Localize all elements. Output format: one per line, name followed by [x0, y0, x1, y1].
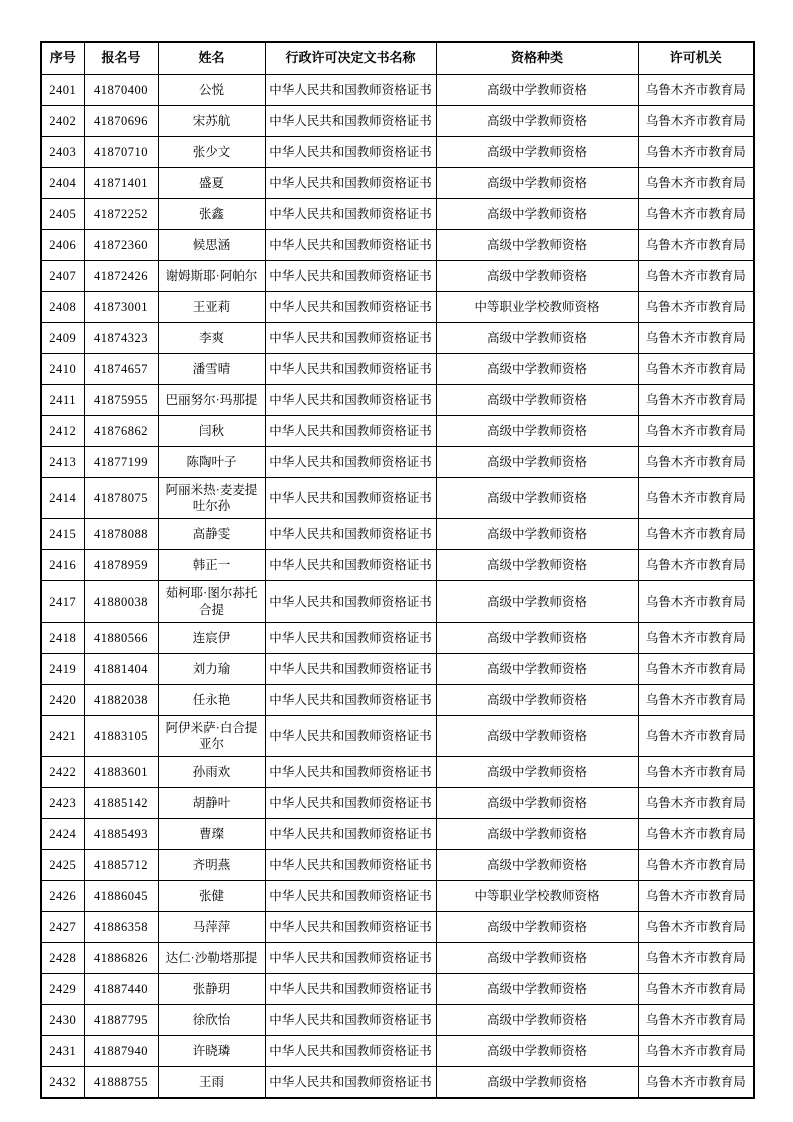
cell-name: 胡静叶 — [158, 788, 265, 819]
cell-serial: 2408 — [41, 291, 84, 322]
cell-doc-name: 中华人民共和国教师资格证书 — [265, 715, 436, 757]
cell-serial: 2403 — [41, 136, 84, 167]
table-row — [41, 715, 754, 757]
cell-name: 阿伊米萨·白合提亚尔 — [158, 715, 265, 757]
cell-authority: 乌鲁木齐市教育局 — [638, 74, 754, 105]
cell-doc-name: 中华人民共和国教师资格证书 — [265, 912, 436, 943]
cell-name: 潘雪晴 — [158, 353, 265, 384]
cell-reg-no: 41872360 — [84, 229, 158, 260]
cell-serial: 2424 — [41, 819, 84, 850]
header-serial: 序号 — [41, 42, 84, 74]
cell-reg-no: 41872426 — [84, 260, 158, 291]
cell-serial: 2426 — [41, 881, 84, 912]
cell-reg-no: 41881404 — [84, 653, 158, 684]
cell-qual-type: 高级中学教师资格 — [436, 74, 638, 105]
cell-serial: 2417 — [41, 581, 84, 623]
cell-reg-no: 41887795 — [84, 1005, 158, 1036]
cell-qual-type: 高级中学教师资格 — [436, 105, 638, 136]
license-table — [40, 41, 755, 1099]
cell-authority: 乌鲁木齐市教育局 — [638, 322, 754, 353]
cell-authority: 乌鲁木齐市教育局 — [638, 819, 754, 850]
table-row — [41, 105, 754, 136]
header-name: 姓名 — [158, 42, 265, 74]
cell-qual-type: 高级中学教师资格 — [436, 519, 638, 550]
cell-serial: 2423 — [41, 788, 84, 819]
cell-name: 孙雨欢 — [158, 757, 265, 788]
table-row — [41, 684, 754, 715]
cell-reg-no: 41883105 — [84, 715, 158, 757]
table-row — [41, 291, 754, 322]
cell-authority: 乌鲁木齐市教育局 — [638, 1067, 754, 1099]
cell-authority: 乌鲁木齐市教育局 — [638, 653, 754, 684]
cell-reg-no: 41872252 — [84, 198, 158, 229]
cell-authority: 乌鲁木齐市教育局 — [638, 519, 754, 550]
cell-doc-name: 中华人民共和国教师资格证书 — [265, 384, 436, 415]
cell-reg-no: 41886826 — [84, 943, 158, 974]
cell-serial: 2420 — [41, 684, 84, 715]
cell-name: 宋苏航 — [158, 105, 265, 136]
cell-authority: 乌鲁木齐市教育局 — [638, 198, 754, 229]
cell-qual-type: 高级中学教师资格 — [436, 446, 638, 477]
table-row — [41, 1067, 754, 1099]
cell-authority: 乌鲁木齐市教育局 — [638, 912, 754, 943]
cell-qual-type: 高级中学教师资格 — [436, 229, 638, 260]
cell-reg-no: 41883601 — [84, 757, 158, 788]
cell-authority: 乌鲁木齐市教育局 — [638, 384, 754, 415]
cell-qual-type: 高级中学教师资格 — [436, 622, 638, 653]
cell-authority: 乌鲁木齐市教育局 — [638, 1036, 754, 1067]
cell-doc-name: 中华人民共和国教师资格证书 — [265, 260, 436, 291]
cell-serial: 2410 — [41, 353, 84, 384]
header-reg-no: 报名号 — [84, 42, 158, 74]
cell-doc-name: 中华人民共和国教师资格证书 — [265, 519, 436, 550]
cell-name: 连宸伊 — [158, 622, 265, 653]
cell-serial: 2406 — [41, 229, 84, 260]
cell-reg-no: 41885493 — [84, 819, 158, 850]
cell-doc-name: 中华人民共和国教师资格证书 — [265, 322, 436, 353]
cell-doc-name: 中华人民共和国教师资格证书 — [265, 167, 436, 198]
cell-qual-type: 高级中学教师资格 — [436, 1036, 638, 1067]
cell-authority: 乌鲁木齐市教育局 — [638, 581, 754, 623]
cell-reg-no: 41882038 — [84, 684, 158, 715]
cell-qual-type: 高级中学教师资格 — [436, 850, 638, 881]
cell-serial: 2425 — [41, 850, 84, 881]
table-row — [41, 850, 754, 881]
table-row — [41, 653, 754, 684]
cell-doc-name: 中华人民共和国教师资格证书 — [265, 1067, 436, 1099]
cell-qual-type: 高级中学教师资格 — [436, 1067, 638, 1099]
cell-doc-name: 中华人民共和国教师资格证书 — [265, 74, 436, 105]
cell-doc-name: 中华人民共和国教师资格证书 — [265, 1036, 436, 1067]
table-row — [41, 446, 754, 477]
cell-reg-no: 41887940 — [84, 1036, 158, 1067]
cell-authority: 乌鲁木齐市教育局 — [638, 1005, 754, 1036]
cell-serial: 2431 — [41, 1036, 84, 1067]
cell-authority: 乌鲁木齐市教育局 — [638, 260, 754, 291]
cell-name: 王雨 — [158, 1067, 265, 1099]
table-row — [41, 943, 754, 974]
cell-authority: 乌鲁木齐市教育局 — [638, 881, 754, 912]
cell-serial: 2421 — [41, 715, 84, 757]
cell-name: 茹柯耶·图尔荪托合提 — [158, 581, 265, 623]
cell-authority: 乌鲁木齐市教育局 — [638, 136, 754, 167]
cell-reg-no: 41873001 — [84, 291, 158, 322]
cell-serial: 2428 — [41, 943, 84, 974]
cell-name: 张静玥 — [158, 974, 265, 1005]
cell-name: 巴丽努尔·玛那提 — [158, 384, 265, 415]
cell-qual-type: 高级中学教师资格 — [436, 581, 638, 623]
cell-doc-name: 中华人民共和国教师资格证书 — [265, 198, 436, 229]
cell-reg-no: 41870710 — [84, 136, 158, 167]
cell-reg-no: 41887440 — [84, 974, 158, 1005]
cell-name: 谢姆斯耶·阿帕尔 — [158, 260, 265, 291]
cell-qual-type: 高级中学教师资格 — [436, 788, 638, 819]
cell-authority: 乌鲁木齐市教育局 — [638, 105, 754, 136]
cell-name: 张少文 — [158, 136, 265, 167]
cell-reg-no: 41885712 — [84, 850, 158, 881]
table-row — [41, 229, 754, 260]
cell-reg-no: 41870696 — [84, 105, 158, 136]
cell-name: 徐欣怡 — [158, 1005, 265, 1036]
cell-reg-no: 41870400 — [84, 74, 158, 105]
cell-authority: 乌鲁木齐市教育局 — [638, 291, 754, 322]
table-row — [41, 353, 754, 384]
cell-qual-type: 高级中学教师资格 — [436, 260, 638, 291]
cell-serial: 2409 — [41, 322, 84, 353]
cell-serial: 2405 — [41, 198, 84, 229]
cell-authority: 乌鲁木齐市教育局 — [638, 757, 754, 788]
cell-qual-type: 高级中学教师资格 — [436, 167, 638, 198]
cell-doc-name: 中华人民共和国教师资格证书 — [265, 788, 436, 819]
cell-qual-type: 高级中学教师资格 — [436, 912, 638, 943]
cell-serial: 2413 — [41, 446, 84, 477]
table-row — [41, 1036, 754, 1067]
cell-name: 陈陶叶子 — [158, 446, 265, 477]
cell-reg-no: 41880566 — [84, 622, 158, 653]
cell-doc-name: 中华人民共和国教师资格证书 — [265, 581, 436, 623]
cell-name: 张健 — [158, 881, 265, 912]
cell-reg-no: 41875955 — [84, 384, 158, 415]
cell-authority: 乌鲁木齐市教育局 — [638, 353, 754, 384]
cell-serial: 2407 — [41, 260, 84, 291]
table-row — [41, 757, 754, 788]
cell-doc-name: 中华人民共和国教师资格证书 — [265, 105, 436, 136]
cell-qual-type: 高级中学教师资格 — [436, 974, 638, 1005]
cell-qual-type: 高级中学教师资格 — [436, 415, 638, 446]
cell-reg-no: 41888755 — [84, 1067, 158, 1099]
cell-qual-type: 高级中学教师资格 — [436, 353, 638, 384]
cell-reg-no: 41876862 — [84, 415, 158, 446]
header-doc-name: 行政许可决定文书名称 — [265, 42, 436, 74]
cell-name: 阿丽米热·麦麦提吐尔孙 — [158, 477, 265, 519]
cell-doc-name: 中华人民共和国教师资格证书 — [265, 415, 436, 446]
table-header — [41, 42, 754, 74]
cell-serial: 2430 — [41, 1005, 84, 1036]
table-row — [41, 788, 754, 819]
cell-name: 许晓璘 — [158, 1036, 265, 1067]
cell-authority: 乌鲁木齐市教育局 — [638, 788, 754, 819]
table-row — [41, 477, 754, 519]
table-row — [41, 136, 754, 167]
cell-reg-no: 41874323 — [84, 322, 158, 353]
cell-reg-no: 41878088 — [84, 519, 158, 550]
cell-reg-no: 41871401 — [84, 167, 158, 198]
table-row — [41, 322, 754, 353]
cell-serial: 2419 — [41, 653, 84, 684]
cell-name: 候思涵 — [158, 229, 265, 260]
cell-reg-no: 41874657 — [84, 353, 158, 384]
cell-name: 李爽 — [158, 322, 265, 353]
table-row — [41, 167, 754, 198]
cell-serial: 2411 — [41, 384, 84, 415]
table-row — [41, 622, 754, 653]
cell-authority: 乌鲁木齐市教育局 — [638, 684, 754, 715]
header-row — [41, 42, 754, 74]
cell-doc-name: 中华人民共和国教师资格证书 — [265, 653, 436, 684]
cell-serial: 2429 — [41, 974, 84, 1005]
cell-name: 曹璨 — [158, 819, 265, 850]
cell-serial: 2416 — [41, 550, 84, 581]
cell-name: 齐明燕 — [158, 850, 265, 881]
cell-doc-name: 中华人民共和国教师资格证书 — [265, 850, 436, 881]
table-row — [41, 819, 754, 850]
cell-authority: 乌鲁木齐市教育局 — [638, 229, 754, 260]
table-row — [41, 912, 754, 943]
cell-name: 刘力瑜 — [158, 653, 265, 684]
cell-name: 盛夏 — [158, 167, 265, 198]
cell-doc-name: 中华人民共和国教师资格证书 — [265, 943, 436, 974]
cell-reg-no: 41885142 — [84, 788, 158, 819]
table-row — [41, 74, 754, 105]
table-row — [41, 550, 754, 581]
cell-qual-type: 高级中学教师资格 — [436, 198, 638, 229]
cell-doc-name: 中华人民共和国教师资格证书 — [265, 1005, 436, 1036]
cell-name: 达仁·沙勒塔那提 — [158, 943, 265, 974]
cell-qual-type: 高级中学教师资格 — [436, 550, 638, 581]
cell-qual-type: 高级中学教师资格 — [436, 477, 638, 519]
cell-reg-no: 41877199 — [84, 446, 158, 477]
cell-serial: 2404 — [41, 167, 84, 198]
cell-name: 马萍萍 — [158, 912, 265, 943]
cell-doc-name: 中华人民共和国教师资格证书 — [265, 353, 436, 384]
cell-serial: 2402 — [41, 105, 84, 136]
table-row — [41, 198, 754, 229]
cell-serial: 2415 — [41, 519, 84, 550]
table-row — [41, 519, 754, 550]
cell-authority: 乌鲁木齐市教育局 — [638, 446, 754, 477]
cell-name: 公悦 — [158, 74, 265, 105]
cell-qual-type: 中等职业学校教师资格 — [436, 291, 638, 322]
cell-qual-type: 高级中学教师资格 — [436, 653, 638, 684]
cell-reg-no: 41878075 — [84, 477, 158, 519]
table-row — [41, 384, 754, 415]
table-row — [41, 581, 754, 623]
cell-reg-no: 41886045 — [84, 881, 158, 912]
cell-authority: 乌鲁木齐市教育局 — [638, 415, 754, 446]
cell-qual-type: 高级中学教师资格 — [436, 684, 638, 715]
cell-authority: 乌鲁木齐市教育局 — [638, 974, 754, 1005]
cell-qual-type: 中等职业学校教师资格 — [436, 881, 638, 912]
cell-doc-name: 中华人民共和国教师资格证书 — [265, 136, 436, 167]
cell-authority: 乌鲁木齐市教育局 — [638, 622, 754, 653]
cell-serial: 2414 — [41, 477, 84, 519]
cell-authority: 乌鲁木齐市教育局 — [638, 477, 754, 519]
cell-doc-name: 中华人民共和国教师资格证书 — [265, 229, 436, 260]
table-row — [41, 1005, 754, 1036]
cell-authority: 乌鲁木齐市教育局 — [638, 550, 754, 581]
cell-qual-type: 高级中学教师资格 — [436, 715, 638, 757]
cell-qual-type: 高级中学教师资格 — [436, 322, 638, 353]
cell-serial: 2401 — [41, 74, 84, 105]
cell-authority: 乌鲁木齐市教育局 — [638, 715, 754, 757]
cell-name: 张鑫 — [158, 198, 265, 229]
cell-qual-type: 高级中学教师资格 — [436, 1005, 638, 1036]
cell-serial: 2427 — [41, 912, 84, 943]
cell-name: 韩正一 — [158, 550, 265, 581]
cell-reg-no: 41878959 — [84, 550, 158, 581]
cell-name: 任永艳 — [158, 684, 265, 715]
cell-doc-name: 中华人民共和国教师资格证书 — [265, 291, 436, 322]
cell-qual-type: 高级中学教师资格 — [436, 136, 638, 167]
cell-serial: 2412 — [41, 415, 84, 446]
cell-doc-name: 中华人民共和国教师资格证书 — [265, 446, 436, 477]
cell-doc-name: 中华人民共和国教师资格证书 — [265, 974, 436, 1005]
cell-name: 闫秋 — [158, 415, 265, 446]
cell-doc-name: 中华人民共和国教师资格证书 — [265, 684, 436, 715]
cell-authority: 乌鲁木齐市教育局 — [638, 167, 754, 198]
cell-doc-name: 中华人民共和国教师资格证书 — [265, 622, 436, 653]
table-body — [41, 74, 754, 1098]
cell-doc-name: 中华人民共和国教师资格证书 — [265, 757, 436, 788]
header-qual-type: 资格种类 — [436, 42, 638, 74]
cell-authority: 乌鲁木齐市教育局 — [638, 850, 754, 881]
cell-doc-name: 中华人民共和国教师资格证书 — [265, 477, 436, 519]
cell-reg-no: 41880038 — [84, 581, 158, 623]
cell-name: 高静雯 — [158, 519, 265, 550]
cell-doc-name: 中华人民共和国教师资格证书 — [265, 819, 436, 850]
cell-qual-type: 高级中学教师资格 — [436, 757, 638, 788]
cell-qual-type: 高级中学教师资格 — [436, 943, 638, 974]
table-row — [41, 260, 754, 291]
cell-reg-no: 41886358 — [84, 912, 158, 943]
cell-doc-name: 中华人民共和国教师资格证书 — [265, 550, 436, 581]
table-row — [41, 881, 754, 912]
cell-qual-type: 高级中学教师资格 — [436, 819, 638, 850]
table-row — [41, 974, 754, 1005]
cell-authority: 乌鲁木齐市教育局 — [638, 943, 754, 974]
header-authority: 许可机关 — [638, 42, 754, 74]
cell-name: 王亚莉 — [158, 291, 265, 322]
cell-doc-name: 中华人民共和国教师资格证书 — [265, 881, 436, 912]
cell-qual-type: 高级中学教师资格 — [436, 384, 638, 415]
cell-serial: 2418 — [41, 622, 84, 653]
cell-serial: 2422 — [41, 757, 84, 788]
table-row — [41, 415, 754, 446]
cell-serial: 2432 — [41, 1067, 84, 1099]
